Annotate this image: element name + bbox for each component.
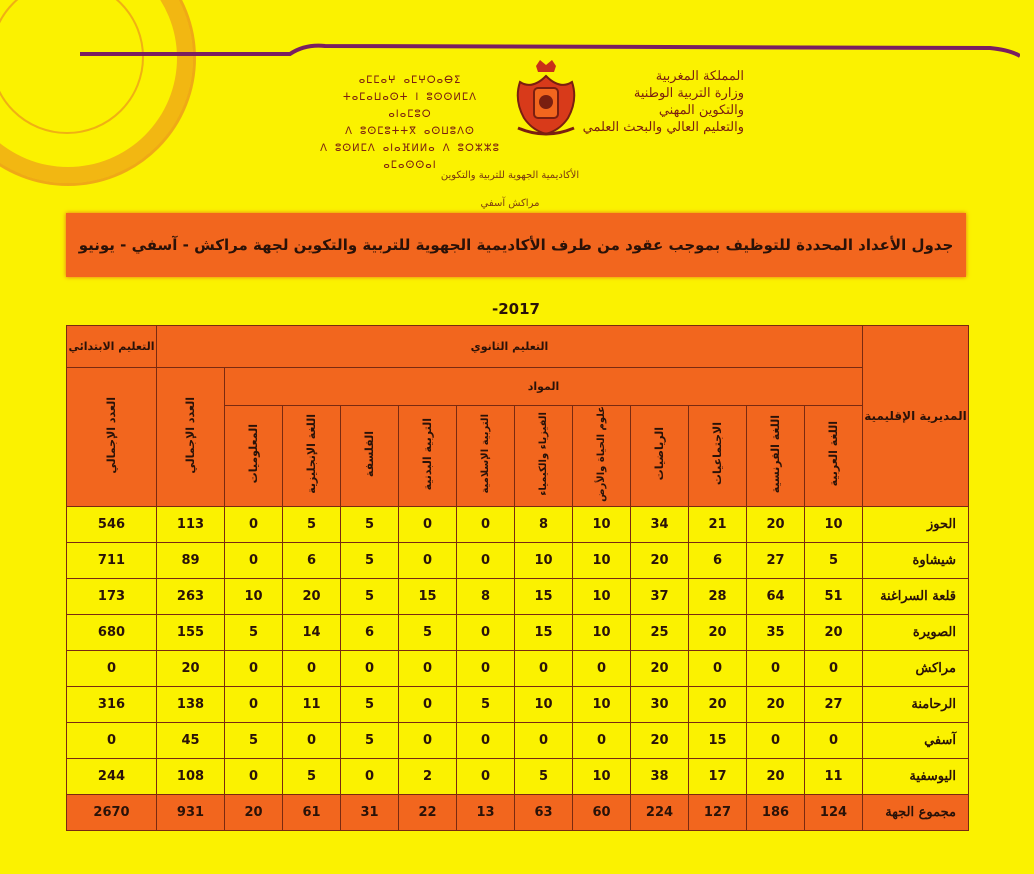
value-cell: 0 bbox=[225, 686, 283, 722]
value-cell: 15 bbox=[689, 722, 747, 758]
ar-line-3: والتكوين المهني bbox=[658, 103, 744, 118]
value-cell: 5 bbox=[225, 614, 283, 650]
value-cell: 20 bbox=[631, 722, 689, 758]
value-cell: 5 bbox=[341, 722, 399, 758]
total-primary-cell: 0 bbox=[67, 650, 157, 686]
value-cell: 0 bbox=[225, 506, 283, 542]
header-primary: التعليم الابتدائي bbox=[67, 326, 157, 368]
value-cell: 5 bbox=[457, 686, 515, 722]
subject-header: المعلوميات bbox=[225, 406, 283, 507]
subject-header: اللغة العربية bbox=[805, 406, 863, 507]
region-cell: الحوز bbox=[863, 506, 969, 542]
region-cell: الصويرة bbox=[863, 614, 969, 650]
table-row bbox=[67, 650, 969, 686]
value-cell: 0 bbox=[689, 650, 747, 686]
value-cell: 27 bbox=[747, 542, 805, 578]
value-cell: 20 bbox=[631, 542, 689, 578]
value-cell: 21 bbox=[689, 506, 747, 542]
total-primary-cell: 0 bbox=[67, 722, 157, 758]
value-cell: 20 bbox=[805, 614, 863, 650]
value-cell: 10 bbox=[573, 614, 631, 650]
value-cell: 224 bbox=[631, 794, 689, 830]
value-cell: 20 bbox=[747, 506, 805, 542]
subject-header: اللغة الإنجليزية bbox=[283, 406, 341, 507]
value-cell: 0 bbox=[283, 722, 341, 758]
value-cell: 28 bbox=[689, 578, 747, 614]
value-cell: 15 bbox=[399, 578, 457, 614]
value-cell: 25 bbox=[631, 614, 689, 650]
value-cell: 5 bbox=[341, 686, 399, 722]
value-cell: 31 bbox=[341, 794, 399, 830]
subject-header: التربية الإسلامية bbox=[457, 406, 515, 507]
value-cell: 10 bbox=[515, 542, 573, 578]
value-cell: 22 bbox=[399, 794, 457, 830]
ar-line-4: والتعليم العالي والبحث العلمي bbox=[582, 120, 744, 135]
value-cell: 0 bbox=[457, 650, 515, 686]
academy-name: الأكاديمية الجهوية للتربية والتكوين bbox=[440, 170, 580, 181]
value-cell: 124 bbox=[805, 794, 863, 830]
value-cell: 5 bbox=[515, 758, 573, 794]
value-cell: 0 bbox=[515, 722, 573, 758]
value-cell: 5 bbox=[283, 758, 341, 794]
value-cell: 20 bbox=[689, 614, 747, 650]
region-cell: شيشاوة bbox=[863, 542, 969, 578]
header-total-secondary: العدد الإجمالي bbox=[157, 368, 225, 507]
value-cell: 5 bbox=[341, 542, 399, 578]
subject-header: الرياضيات bbox=[631, 406, 689, 507]
value-cell: 6 bbox=[283, 542, 341, 578]
value-cell: 11 bbox=[283, 686, 341, 722]
table-row bbox=[67, 722, 969, 758]
value-cell: 8 bbox=[457, 578, 515, 614]
value-cell: 10 bbox=[805, 506, 863, 542]
value-cell: 60 bbox=[573, 794, 631, 830]
value-cell: 0 bbox=[283, 650, 341, 686]
value-cell: 0 bbox=[457, 542, 515, 578]
region-cell: اليوسفية bbox=[863, 758, 969, 794]
value-cell: 2 bbox=[399, 758, 457, 794]
subject-header: التربية البدنية bbox=[399, 406, 457, 507]
region-cell: الرحامنة bbox=[863, 686, 969, 722]
total-primary-cell: 711 bbox=[67, 542, 157, 578]
value-cell: 0 bbox=[747, 722, 805, 758]
value-cell: 5 bbox=[399, 614, 457, 650]
subject-header: اللغة الفرنسية bbox=[747, 406, 805, 507]
table-row bbox=[67, 542, 969, 578]
value-cell: 0 bbox=[399, 542, 457, 578]
value-cell: 20 bbox=[283, 578, 341, 614]
subject-header: الاجتماعيات bbox=[689, 406, 747, 507]
value-cell: 0 bbox=[399, 650, 457, 686]
table-total-row bbox=[67, 794, 969, 830]
region-cell: آسفي bbox=[863, 722, 969, 758]
value-cell: 14 bbox=[283, 614, 341, 650]
value-cell: 0 bbox=[341, 758, 399, 794]
table-row bbox=[67, 758, 969, 794]
value-cell: 0 bbox=[225, 650, 283, 686]
value-cell: 127 bbox=[689, 794, 747, 830]
value-cell: 6 bbox=[341, 614, 399, 650]
table-row bbox=[67, 614, 969, 650]
value-cell: 0 bbox=[457, 614, 515, 650]
value-cell: 15 bbox=[515, 614, 573, 650]
value-cell: 0 bbox=[747, 650, 805, 686]
ar-line-2: وزارة التربية الوطنية bbox=[633, 86, 744, 101]
total-secondary-cell: 155 bbox=[157, 614, 225, 650]
ar-line-1: المملكة المغربية bbox=[655, 69, 744, 84]
total-primary-cell: 546 bbox=[67, 506, 157, 542]
value-cell: 0 bbox=[457, 758, 515, 794]
value-cell: 10 bbox=[573, 578, 631, 614]
value-cell: 5 bbox=[283, 506, 341, 542]
total-secondary-cell: 113 bbox=[157, 506, 225, 542]
value-cell: 0 bbox=[399, 722, 457, 758]
value-cell: 64 bbox=[747, 578, 805, 614]
total-secondary-cell: 108 bbox=[157, 758, 225, 794]
academy-city: مراكش آسفي bbox=[480, 198, 540, 209]
header-region: المديرية الإقليمية bbox=[863, 326, 969, 507]
tf-line-2: ⵜⴰⵎⴰⵡⴰⵙⵜ ⵏ ⵓⵙⵙⵍⵎⴷ ⴰⵏⴰⵎⵓⵔ bbox=[343, 92, 477, 120]
value-cell: 11 bbox=[805, 758, 863, 794]
value-cell: 5 bbox=[225, 722, 283, 758]
value-cell: 0 bbox=[225, 758, 283, 794]
ministry-tifinagh-header bbox=[320, 72, 500, 174]
total-secondary-cell: 138 bbox=[157, 686, 225, 722]
value-cell: 13 bbox=[457, 794, 515, 830]
tf-line-3: ⴷ ⵓⵙⵎⵓⵜⵜⴳ ⴰⵙⵡⵓⴷⵙ bbox=[345, 126, 475, 137]
value-cell: 15 bbox=[515, 578, 573, 614]
subject-header: الفلسفة bbox=[341, 406, 399, 507]
total-secondary-cell: 263 bbox=[157, 578, 225, 614]
value-cell: 10 bbox=[573, 686, 631, 722]
value-cell: 10 bbox=[573, 506, 631, 542]
value-cell: 51 bbox=[805, 578, 863, 614]
value-cell: 0 bbox=[457, 722, 515, 758]
value-cell: 0 bbox=[573, 722, 631, 758]
table-row bbox=[67, 506, 969, 542]
value-cell: 0 bbox=[515, 650, 573, 686]
total-secondary-cell: 89 bbox=[157, 542, 225, 578]
tf-line-4: ⴷ ⵓⵙⵍⵎⴷ ⴰⵏⴰⴼⵍⵍⴰ ⴷ ⵓⵔⵣⵣⵓ ⴰⵎⴰⵙⵙⴰⵏ bbox=[320, 143, 500, 171]
value-cell: 20 bbox=[747, 758, 805, 794]
value-cell: 30 bbox=[631, 686, 689, 722]
value-cell: 10 bbox=[515, 686, 573, 722]
value-cell: 20 bbox=[689, 686, 747, 722]
value-cell: 0 bbox=[341, 650, 399, 686]
value-cell: 61 bbox=[283, 794, 341, 830]
total-secondary-cell: 931 bbox=[157, 794, 225, 830]
tf-line-1: ⴰⵎⵎⴰⵖ ⴰⵎⵖⵔⴰⴱⵉ bbox=[358, 75, 462, 86]
value-cell: 20 bbox=[225, 794, 283, 830]
value-cell: 10 bbox=[225, 578, 283, 614]
total-primary-cell: 680 bbox=[67, 614, 157, 650]
recruitment-table bbox=[66, 325, 969, 831]
academy-sub-header bbox=[380, 162, 640, 218]
value-cell: 38 bbox=[631, 758, 689, 794]
value-cell: 0 bbox=[457, 506, 515, 542]
value-cell: 34 bbox=[631, 506, 689, 542]
total-primary-cell: 173 bbox=[67, 578, 157, 614]
value-cell: 0 bbox=[399, 686, 457, 722]
region-cell: مجموع الجهة bbox=[863, 794, 969, 830]
value-cell: 10 bbox=[573, 758, 631, 794]
value-cell: 0 bbox=[805, 722, 863, 758]
value-cell: 0 bbox=[573, 650, 631, 686]
value-cell: 5 bbox=[341, 578, 399, 614]
table-row bbox=[67, 686, 969, 722]
value-cell: 5 bbox=[341, 506, 399, 542]
value-cell: 35 bbox=[747, 614, 805, 650]
header-subjects: المواد bbox=[225, 368, 863, 406]
value-cell: 17 bbox=[689, 758, 747, 794]
total-secondary-cell: 20 bbox=[157, 650, 225, 686]
value-cell: 37 bbox=[631, 578, 689, 614]
value-cell: 20 bbox=[631, 650, 689, 686]
coat-of-arms-icon bbox=[510, 60, 582, 138]
value-cell: 0 bbox=[805, 650, 863, 686]
value-cell: 27 bbox=[805, 686, 863, 722]
region-cell: قلعة السراغنة bbox=[863, 578, 969, 614]
value-cell: 0 bbox=[399, 506, 457, 542]
subject-header: الفيزياء والكيمياء bbox=[515, 406, 573, 507]
value-cell: 20 bbox=[747, 686, 805, 722]
total-primary-cell: 2670 bbox=[67, 794, 157, 830]
value-cell: 10 bbox=[573, 542, 631, 578]
document-title: جدول الأعداد المحددة للتوظيف بموجب عقود من طرف الأكاديمية الجهوية للتربية والتكوين لجهة مراكش - آسفي - يونيو 2017- bbox=[78, 236, 954, 318]
title-banner bbox=[66, 213, 966, 318]
header-total-primary: العدد الإجمالي bbox=[67, 368, 157, 507]
subject-header: علوم الحياة والأرض bbox=[573, 406, 631, 507]
value-cell: 63 bbox=[515, 794, 573, 830]
total-primary-cell: 316 bbox=[67, 686, 157, 722]
value-cell: 0 bbox=[225, 542, 283, 578]
value-cell: 6 bbox=[689, 542, 747, 578]
region-cell: مراكش bbox=[863, 650, 969, 686]
value-cell: 5 bbox=[805, 542, 863, 578]
total-primary-cell: 244 bbox=[67, 758, 157, 794]
value-cell: 186 bbox=[747, 794, 805, 830]
header-secondary: التعليم الثانوي bbox=[157, 326, 863, 368]
total-secondary-cell: 45 bbox=[157, 722, 225, 758]
value-cell: 8 bbox=[515, 506, 573, 542]
table-row bbox=[67, 578, 969, 614]
